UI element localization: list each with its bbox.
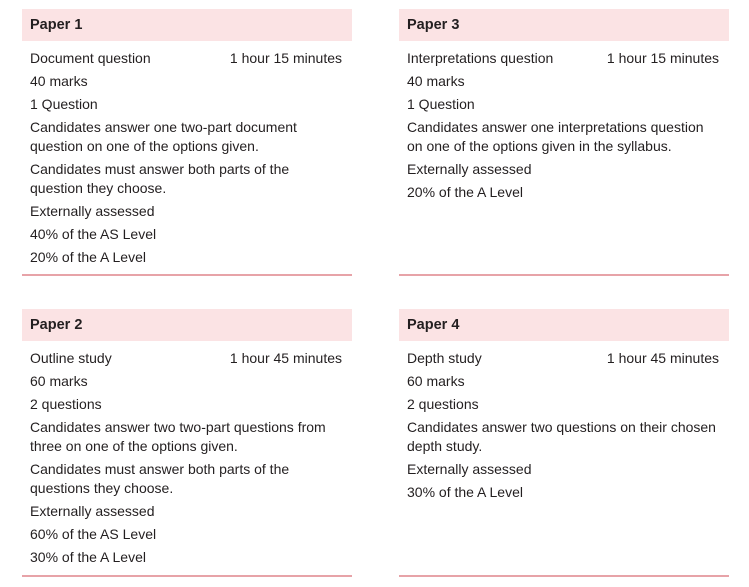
card-title: Paper 2 xyxy=(22,309,352,341)
paper-2-card xyxy=(22,309,352,567)
assessment-type: Externally assessed xyxy=(30,503,155,519)
description: Candidates must answer both parts of the questions they choose. xyxy=(30,461,290,496)
duration: 1 hour 45 minutes xyxy=(229,350,342,366)
component-type: Depth study xyxy=(407,350,482,366)
component-type: Document question xyxy=(30,50,151,66)
assessment-type: Externally assessed xyxy=(407,161,532,177)
paper-3-card xyxy=(399,9,729,202)
duration: 1 hour 15 minutes xyxy=(229,50,342,66)
question-count: 2 questions xyxy=(407,396,479,412)
weighting: 20% of the A Level xyxy=(407,184,523,200)
question-count: 2 questions xyxy=(30,396,102,412)
card-divider xyxy=(399,274,729,276)
card-divider xyxy=(399,575,729,577)
weighting: 20% of the A Level xyxy=(30,249,146,265)
question-count: 1 Question xyxy=(407,96,475,112)
description: Candidates answer one two-part document question on one of the options given. xyxy=(30,119,297,154)
description: Candidates answer two questions on their chosen depth study. xyxy=(407,419,716,454)
component-type: Outline study xyxy=(30,350,112,366)
weighting: 40% of the AS Level xyxy=(30,226,157,242)
card-title: Paper 1 xyxy=(22,9,352,41)
weighting: 30% of the A Level xyxy=(30,549,146,565)
paper-4-card xyxy=(399,309,729,502)
duration: 1 hour 15 minutes xyxy=(606,50,719,66)
description: Candidates answer two two-part questions from three on one of the options given. xyxy=(30,419,326,454)
card-divider xyxy=(22,575,352,577)
marks: 60 marks xyxy=(407,373,465,389)
weighting: 60% of the AS Level xyxy=(30,526,157,542)
assessment-type: Externally assessed xyxy=(30,203,155,219)
weighting: 30% of the A Level xyxy=(407,484,523,500)
card-title: Paper 3 xyxy=(399,9,729,41)
duration: 1 hour 45 minutes xyxy=(606,350,719,366)
component-type: Interpretations question xyxy=(407,50,554,66)
card-title: Paper 4 xyxy=(399,309,729,341)
marks: 60 marks xyxy=(30,373,88,389)
assessment-type: Externally assessed xyxy=(407,461,532,477)
description: Candidates answer one interpretations question on one of the options given in the syllabus. xyxy=(407,119,704,154)
question-count: 1 Question xyxy=(30,96,98,112)
paper-1-card xyxy=(22,9,352,267)
marks: 40 marks xyxy=(407,73,465,89)
marks: 40 marks xyxy=(30,73,88,89)
description: Candidates must answer both parts of the question they choose. xyxy=(30,161,290,196)
card-divider xyxy=(22,274,352,276)
